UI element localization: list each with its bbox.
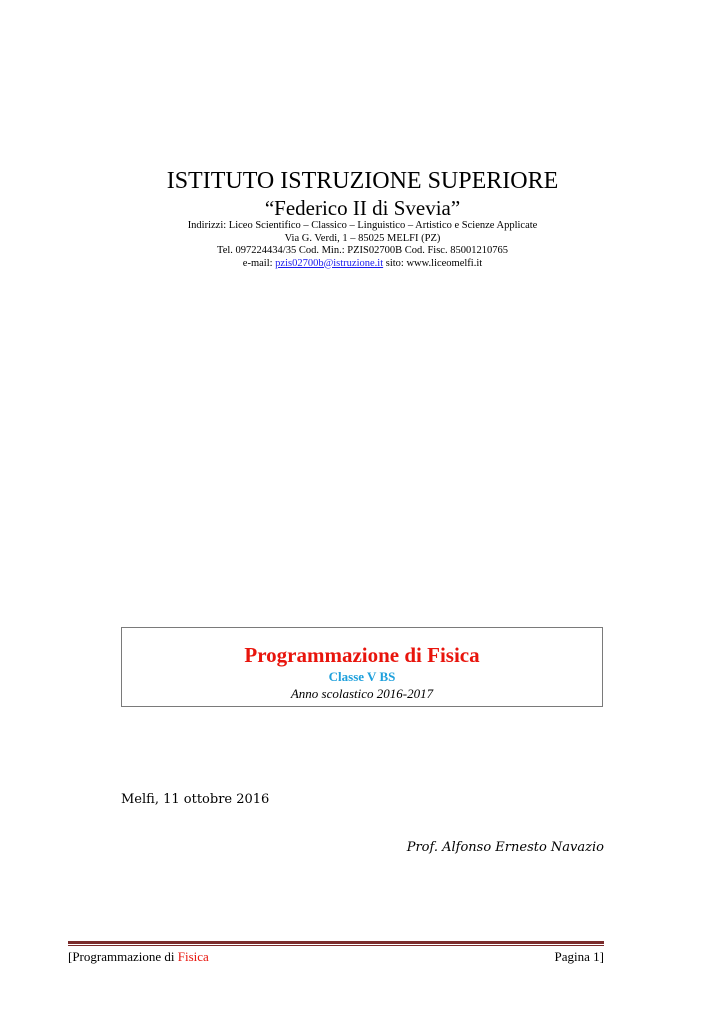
footer-rule-thick <box>68 941 604 944</box>
email-link[interactable]: pzis02700b@istruzione.it <box>275 257 384 269</box>
footer-rule-thin <box>68 945 604 946</box>
website-text: sito: www.liceomelfi.it <box>385 257 483 269</box>
document-title-box <box>121 627 603 707</box>
class-label: Classe V BS <box>328 669 396 684</box>
address-line-codes: Tel. 097224434/35 Cod. Min.: PZIS02700B Cod. Fisc. 85001210765 <box>217 245 508 256</box>
place-date: Melfi, 11 ottobre 2016 <box>121 792 270 807</box>
footer-subject: Fisica <box>177 949 209 964</box>
footer-title-prefix: [Programmazione di <box>68 949 178 964</box>
teacher-signature: Prof. Alfonso Ernesto Navazio <box>406 840 604 855</box>
institute-header <box>0 166 725 270</box>
footer-page-number: Pagina 1] <box>554 949 604 964</box>
footer-title <box>68 948 209 966</box>
email-label: e-mail: <box>242 257 273 269</box>
document-title: Programmazione di Fisica <box>244 643 480 667</box>
institute-name: ISTITUTO ISTRUZIONE SUPERIORE <box>166 168 559 194</box>
address-line-street: Via G. Verdi, 1 – 85025 MELFI (PZ) <box>284 232 441 244</box>
address-line-courses: Indirizzi: Liceo Scientifico – Classico – Linguistico – Artistico e Scienze Applicate <box>187 220 538 231</box>
school-year: Anno scolastico 2016-2017 <box>290 686 434 701</box>
contact-line <box>0 258 725 271</box>
school-name: “Federico II di Svevia” <box>264 196 461 220</box>
